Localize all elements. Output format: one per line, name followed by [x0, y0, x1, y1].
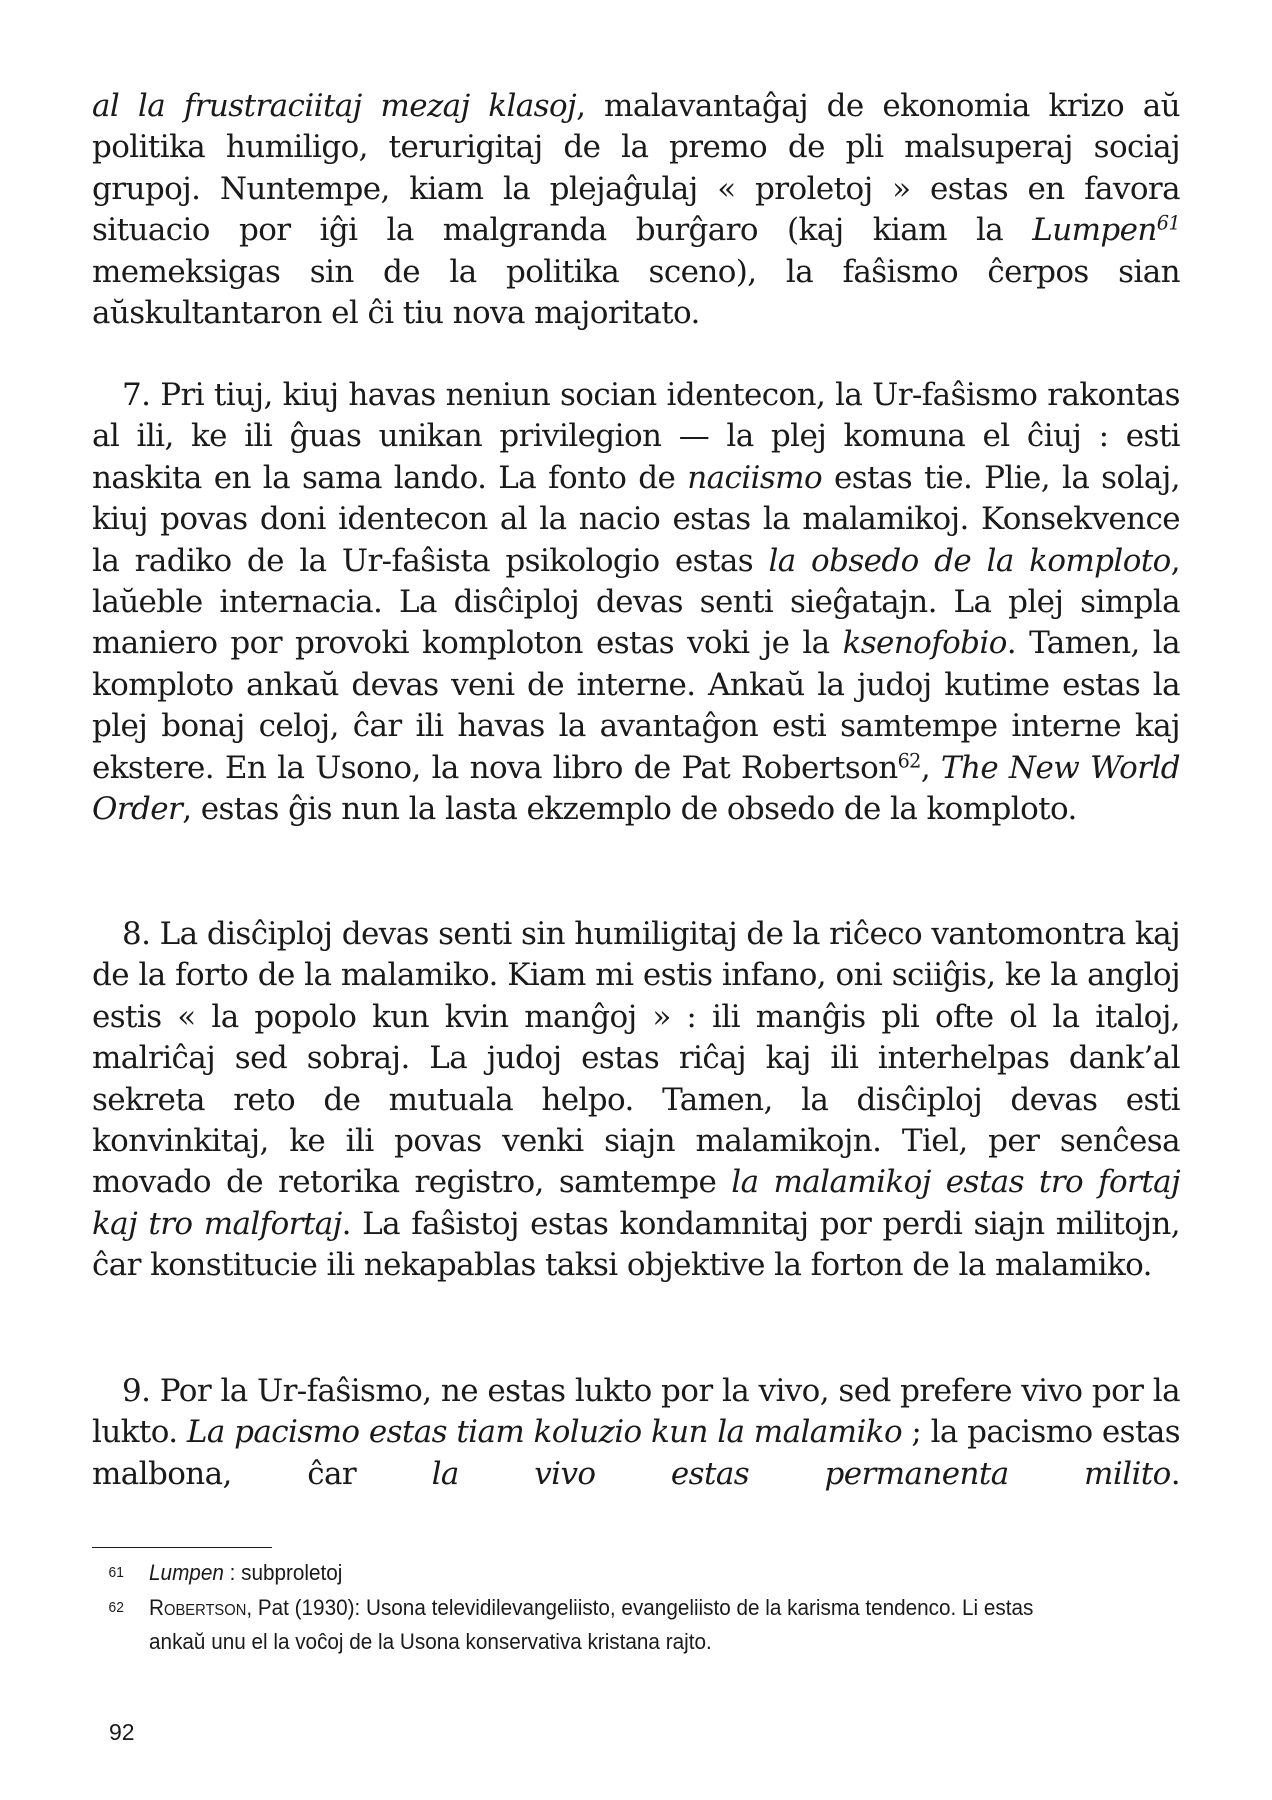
paragraph-text: 9. Por la Ur-faŝismo, ne estas lukto por la vivo, sed prefere vivo por la lukto.: [92, 1373, 1180, 1451]
italic-phrase: la vivo estas permanenta milito: [431, 1455, 1171, 1492]
paragraph-text: . La faŝistoj estas kondamnitaj por perdi siajn militojn, ĉar konstitucie ili nekapablas taksi objektive la forton de la malamiko.: [92, 1205, 1180, 1284]
italic-term-lumpen: Lumpen: [1032, 212, 1157, 249]
footnote-separator: [92, 1547, 272, 1548]
footnote-62: [92, 1591, 1095, 1659]
paragraph-8: [92, 914, 1180, 1287]
footnote-number: 61: [108, 1564, 124, 1581]
footnote-number: 62: [108, 1599, 124, 1616]
footnote-ref-61[interactable]: 61: [1156, 211, 1180, 235]
paragraph-7: [92, 375, 1180, 830]
italic-term-ksenofobio: ksenofobio: [842, 625, 1007, 662]
italic-term-naciismo: naciismo: [687, 459, 823, 496]
paragraph-text: , laŭeble internacia. La disĉiploj devas senti sieĝatajn. La plej simpla maniero por provoki komploton estas voki je la: [92, 542, 1180, 662]
paragraph-text: . Tamen, la komploto ankaŭ devas veni de interne. Ankaŭ la judoj kutime estas la plej bonaj celoj, ĉar ili havas la avantaĝon esti samtempe interne kaj ekstere. En la Usono, la nova libro de Pat Robertson: [92, 625, 1180, 786]
paragraph-text: memeksigas sin de la politika sceno), la faŝismo ĉerpos sian aŭskultantaron el ĉi tiu nova majoritato.: [92, 253, 1180, 332]
footnote-author-name: Robertson: [149, 1595, 247, 1620]
italic-phrase: La pacismo estas tiam koluzio kun la malamiko: [186, 1414, 903, 1451]
italic-phrase: la obsedo de la komploto: [768, 542, 1171, 579]
italic-book-title: The New World Order: [92, 749, 1180, 828]
footnote-text: , Pat (1930): Usona televidilevangeliisto, evangeliisto de la karisma tendenco. Li estas ankaŭ unu el la voĉoj de la Usona konservativa kristana rajto.: [149, 1595, 1034, 1654]
paragraph-text: , estas ĝis nun la lasta ekzemplo de obsedo de la komploto.: [182, 791, 1077, 828]
paragraph-9: [92, 1371, 1180, 1495]
footnotes: [92, 1556, 1095, 1660]
paragraph-text: , malavantaĝaj de ekonomia krizo aŭ politika humiligo, terurigitaj de la premo de pli malsuperaj sociaj grupoj. Nuntempe, kiam la plejaĝulaj « proletoj » estas en favora situacio por iĝi la malgranda burĝaro (kaj kiam la: [92, 88, 1180, 249]
paragraph-text: ,: [920, 749, 941, 786]
footnote-61: [92, 1556, 1095, 1590]
footnote-ref-62[interactable]: 62: [897, 749, 921, 773]
paragraph-text: 8. La disĉiploj devas senti sin humiligitaj de la riĉeco vantomontra kaj de la forto de la malamiko. Kiam mi estis infano, oni sciiĝis, ke la angloj estis « la popolo kun kvin manĝoj » : ili manĝis pli ofte ol la italoj, malriĉaj sed sobraj. La judoj estas riĉaj kaj ili interhelpas dank’al sekreta reto de mutuala helpo. Tamen, la disĉiploj devas esti konvinkitaj, ke ili povas venki siajn malamikojn. Tiel, per senĉesa movado de retorika registro, samtempe: [92, 916, 1180, 1201]
footnote-text: : subproletoj: [223, 1560, 343, 1585]
paragraph-text: estas tie. Plie, la solaj, kiuj povas doni identecon al la nacio estas la malamikoj. Konsekvence la radiko de la Ur-faŝista psikologio estas: [92, 459, 1180, 579]
paragraph-text: ; la pacismo estas malbona, ĉar: [92, 1414, 1181, 1492]
italic-phrase: la malamikoj estas tro fortaj kaj tro malfortaj: [92, 1164, 1181, 1242]
footnote-italic-term: Lumpen: [149, 1560, 224, 1585]
page-number: 92: [109, 1719, 135, 1745]
paragraph-text: .: [1170, 1455, 1180, 1492]
italic-phrase: al la frustraciitaj mezaj klasoj: [92, 88, 577, 124]
paragraph-intro: [92, 86, 1180, 334]
paragraph-text: 7. Pri tiuj, kiuj havas neniun socian identecon, la Ur-faŝismo rakontas al ili, ke ili ĝuas unikan privilegion — la plej komuna el ĉiuj : esti naskita en la sama lando. La fonto de: [92, 377, 1180, 496]
